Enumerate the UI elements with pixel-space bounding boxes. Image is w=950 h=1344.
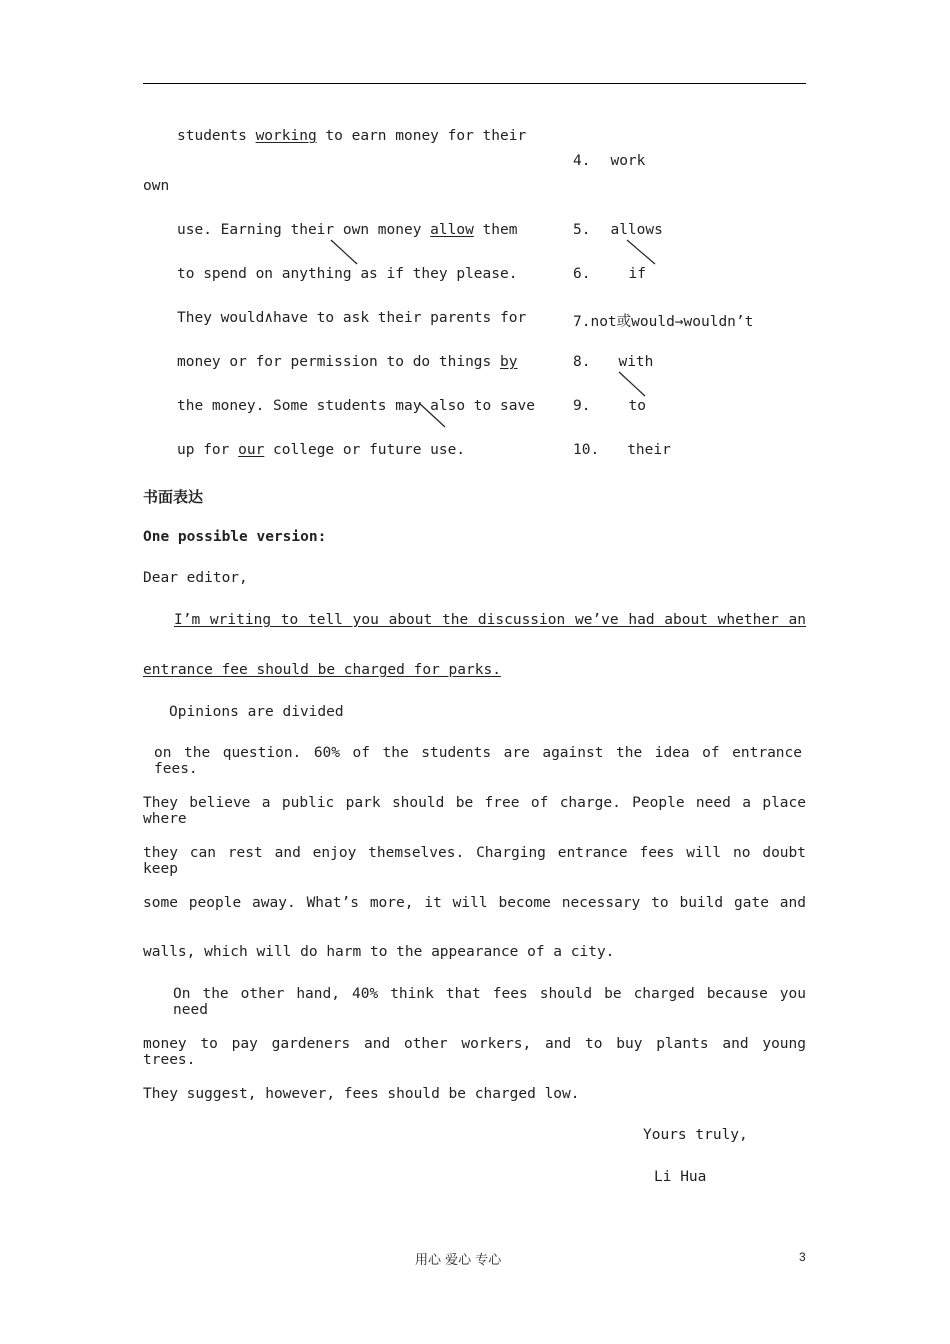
answer-number: 7.	[573, 314, 591, 330]
line-text: money or for permission to do things	[177, 354, 501, 370]
paragraph-2-line-2: money to pay gardeners and other workers, and to buy plants and young trees.	[143, 1036, 806, 1068]
delete-slash-mark	[627, 240, 655, 264]
answer-word: to	[628, 398, 646, 414]
answer-word: with	[618, 354, 654, 370]
intro-line-2: entrance fee should be charged for parks.	[143, 662, 501, 678]
answer-word: their	[627, 442, 671, 458]
correction-line-2: own	[143, 178, 170, 194]
paragraph-1-line-6: walls, which will do harm to the appearance of a city.	[143, 944, 615, 960]
line-text: have to ask their parents for	[273, 310, 527, 326]
closing: Yours truly,	[643, 1127, 748, 1143]
answer-word: work	[610, 153, 646, 169]
answer-word: not或would→wouldn’t	[590, 314, 754, 330]
correction-line-7: the money. Some students may also to save	[177, 398, 535, 414]
paragraph-1-line-5: some people away. What’s more, it will become necessary to build gate and	[143, 895, 806, 911]
delete-slash-mark	[419, 403, 445, 427]
line-text: students	[177, 128, 256, 144]
line-text: up for	[177, 442, 239, 458]
line-text: They would	[177, 310, 265, 326]
page-number: 3	[799, 1250, 806, 1264]
section-heading: 书面表达	[143, 488, 204, 506]
delete-slash-mark	[331, 240, 357, 264]
paragraph-2-line-1: On the other hand, 40% think that fees should be charged because you need	[173, 986, 806, 1018]
paragraph-1-line-2: on the question. 60% of the students are against the idea of entrance fees.	[154, 745, 802, 777]
paragraph-1-line-4: they can rest and enjoy themselves. Charging entrance fees will no doubt keep	[143, 845, 806, 877]
answer-number: 10.	[573, 442, 600, 458]
answer-word: allows	[610, 222, 663, 238]
version-label: One possible version:	[143, 529, 327, 545]
line-text: use. Earning their own money	[177, 222, 431, 238]
answer-number: 9.	[573, 398, 591, 414]
insert-caret-mark: ∧	[264, 310, 274, 326]
paragraph-1-line-3: They believe a public park should be free of charge. People need a place where	[143, 795, 806, 827]
answer-number: 8.	[573, 354, 591, 370]
line-text: them	[473, 222, 518, 238]
footer-motto: 用心 爱心 专心	[415, 1253, 502, 1268]
answer-number: 6.	[573, 266, 591, 282]
marked-word: by	[500, 354, 518, 370]
paragraph-1-line-1: Opinions are divided	[169, 704, 344, 720]
answer-word: if	[628, 266, 646, 282]
delete-slash-mark	[619, 372, 645, 396]
marked-word: working	[255, 128, 317, 144]
line-text: to earn money for their	[316, 128, 527, 144]
intro-line-1: I’m writing to tell you about the discussion we’ve had about whether an	[174, 612, 806, 628]
answer-number: 5.	[573, 222, 591, 238]
marked-word: allow	[430, 222, 474, 238]
signature: Li Hua	[654, 1169, 707, 1185]
line-text: college or future use.	[264, 442, 466, 458]
salutation: Dear editor,	[143, 570, 248, 586]
correction-line-4: to spend on anything as if they please.	[177, 266, 518, 282]
marked-word: our	[238, 442, 265, 458]
paragraph-2-line-3: They suggest, however, fees should be charged low.	[143, 1086, 580, 1102]
answer-number: 4.	[573, 153, 591, 169]
